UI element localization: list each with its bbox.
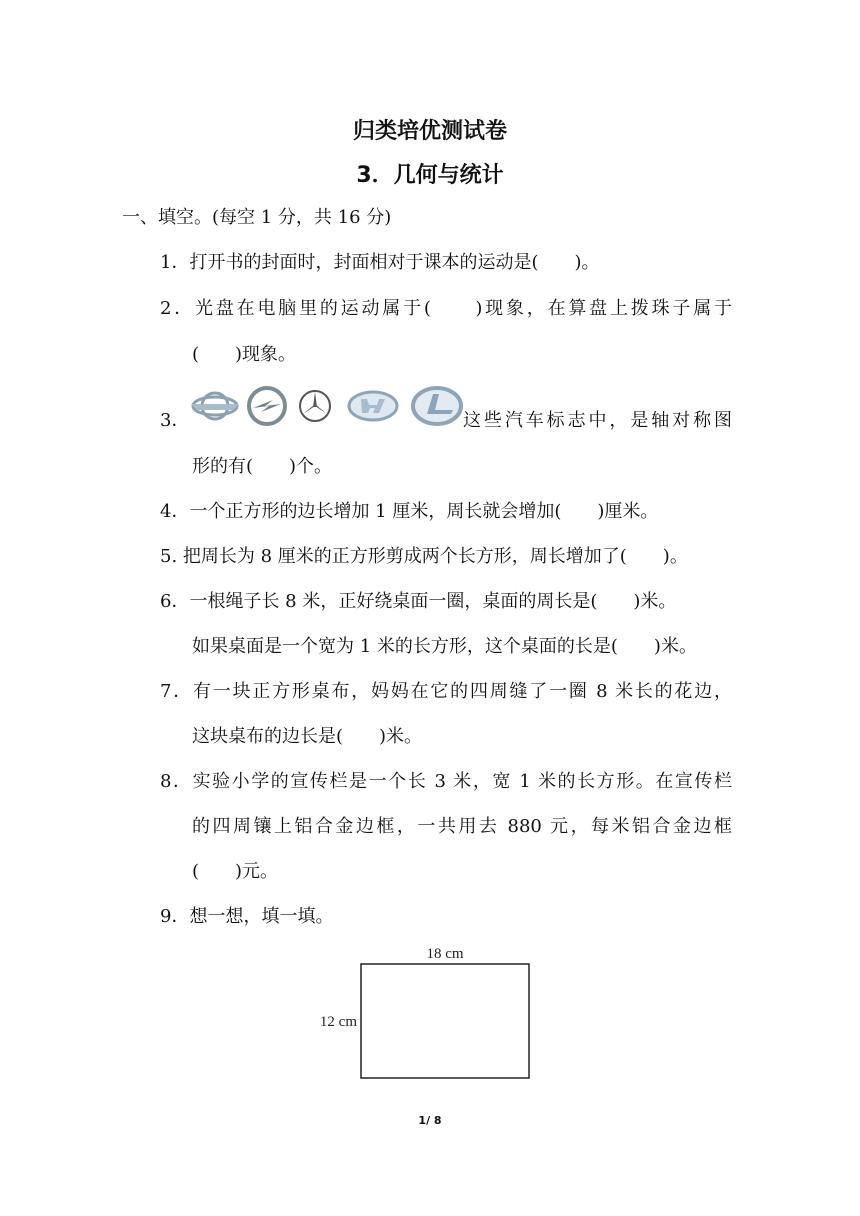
question-6-line-2: 如果桌面是一个宽为 1 米的长方形，这个桌面的长是( )米。 xyxy=(192,636,697,657)
lexus-logo-icon xyxy=(413,388,461,424)
page-subtitle: 3．几何与统计 xyxy=(356,163,504,188)
car-logos xyxy=(189,384,465,428)
question-5: 5. 把周长为 8 厘米的正方形剪成两个长方形，周长增加了( )。 xyxy=(160,546,688,567)
section-heading: 一、填空。(每空 1 分，共 16 分) xyxy=(122,207,392,228)
question-9: 9．想一想，填一填。 xyxy=(160,906,334,927)
question-3-line-1: 这些汽车标志中，是轴对称图 xyxy=(463,410,732,431)
question-8-line-2: 的四周镶上铝合金边框，一共用去 880 元，每米铝合金边框 xyxy=(192,816,732,837)
question-8-line-3: ( )元。 xyxy=(192,861,279,882)
question-2-line-1: 2．光盘在电脑里的运动属于( )现象，在算盘上拨珠子属于 xyxy=(160,298,732,319)
rectangle-shape xyxy=(361,964,529,1078)
question-3-number: 3． xyxy=(160,410,190,431)
question-7-line-1: 7．有一块正方形桌布，妈妈在它的四周缝了一圈 8 米长的花边， xyxy=(160,681,732,702)
page-title: 归类培优测试卷 xyxy=(352,119,507,144)
question-4: 4．一个正方形的边长增加 1 厘米，周长就会增加( )厘米。 xyxy=(160,501,659,522)
mercedes-logo-icon xyxy=(300,391,330,421)
question-1: 1．打开书的封面时，封面相对于课本的运动是( )。 xyxy=(160,252,600,273)
opel-logo-icon xyxy=(249,388,285,424)
question-3-line-2: 形的有( )个。 xyxy=(192,456,333,477)
top-length-label: 18 cm xyxy=(426,946,464,962)
left-width-label: 12 cm xyxy=(319,1014,357,1030)
wing-logo-icon xyxy=(191,393,239,419)
question-6-line-1: 6．一根绳子长 8 米，正好绕桌面一圈，桌面的周长是( )米。 xyxy=(160,591,677,612)
rectangle-figure xyxy=(310,940,550,1090)
page-number: 1/ 8 xyxy=(418,1114,442,1127)
question-7-line-2: 这块桌布的边长是( )米。 xyxy=(192,726,423,747)
hyundai-logo-icon xyxy=(349,392,397,420)
question-8-line-1: 8．实验小学的宣传栏是一个长 3 米，宽 1 米的长方形。在宣传栏 xyxy=(160,771,732,792)
question-2-line-2: ( )现象。 xyxy=(192,344,297,365)
